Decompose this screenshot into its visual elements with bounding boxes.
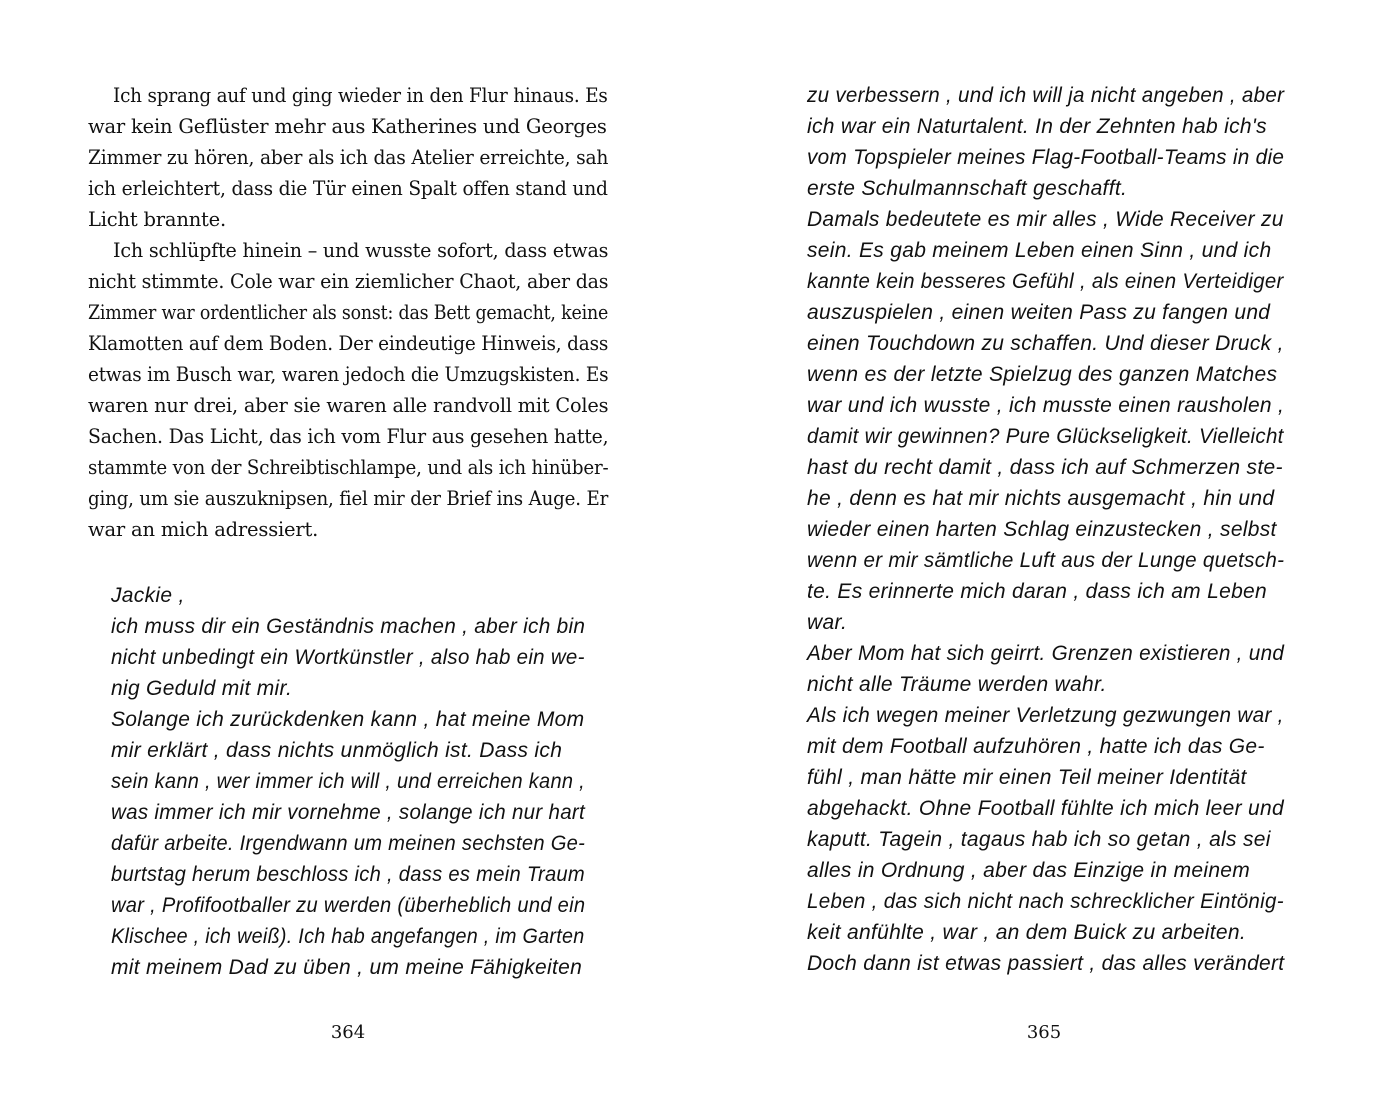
printed-line: Zimmer zu hören, aber als ich das Atelier erreichte, sah xyxy=(88,146,609,169)
printed-line: ich erleichtert, dass die Tür einen Spalt offen stand und xyxy=(88,177,608,200)
printed-line: Sachen. Das Licht, das ich vom Flur aus gesehen hatte, xyxy=(88,425,609,448)
handwritten-line: he , denn es hat mir nichts ausgemacht , hin und xyxy=(807,487,1275,510)
handwritten-line: sein kann , wer immer ich will , und erreichen kann , xyxy=(111,770,585,793)
printed-line: Zimmer war ordentlicher als sonst: das Bett gemacht, keine xyxy=(88,301,609,324)
handwritten-line: hast du recht damit , dass ich auf Schmerzen ste- xyxy=(807,456,1283,479)
handwritten-line: wenn es der letzte Spielzug des ganzen Matches xyxy=(807,363,1278,386)
letter-salutation: Jackie , xyxy=(111,584,185,607)
handwritten-line: fühl , man hätte mir einen Teil meiner Identität xyxy=(807,766,1247,789)
handwritten-line: vom Topspieler meines Flag-Football-Teams in die xyxy=(807,146,1285,169)
handwritten-line: war und ich wusste , ich musste einen rausholen , xyxy=(807,394,1285,417)
printed-line: Ich sprang auf und ging wieder in den Flur hinaus. Es xyxy=(113,84,608,107)
handwritten-line: was immer ich mir vornehme , solange ich nur hart xyxy=(111,801,586,824)
handwritten-line: damit wir gewinnen? Pure Glückseligkeit. Vielleicht xyxy=(807,425,1284,448)
handwritten-line: alles in Ordnung , aber das Einzige in meinem xyxy=(807,859,1251,882)
handwritten-line: ich war ein Naturtalent. In der Zehnten hab ich's xyxy=(807,115,1267,138)
handwritten-line: Solange ich zurückdenken kann , hat meine Mom xyxy=(111,708,585,731)
printed-line: war an mich adressiert. xyxy=(88,518,319,541)
handwritten-line: Leben , das sich nicht nach schrecklicher Eintönig- xyxy=(807,890,1284,913)
printed-line: war kein Geflüster mehr aus Katherines und Georges xyxy=(88,115,607,138)
printed-line: nicht stimmte. Cole war ein ziemlicher Chaot, aber das xyxy=(88,270,609,293)
handwritten-line: burtstag herum beschloss ich , dass es mein Traum xyxy=(111,863,586,886)
printed-line: etwas im Busch war, waren jedoch die Umzugskisten. Es xyxy=(88,363,609,386)
handwritten-line: abgehackt. Ohne Football fühlte ich mich leer und xyxy=(807,797,1284,820)
handwritten-line: einen Touchdown zu schaffen. Und dieser Druck , xyxy=(807,332,1284,355)
handwritten-line: mir erklärt , dass nichts unmöglich ist. Dass ich xyxy=(111,739,563,762)
handwritten-line: ich muss dir ein Geständnis machen , aber ich bin xyxy=(111,615,586,638)
printed-line: Klamotten auf dem Boden. Der eindeutige Hinweis, dass xyxy=(88,332,609,355)
page-number: 365 xyxy=(1026,1022,1062,1043)
handwritten-line: Damals bedeutete es mir alles , Wide Receiver zu xyxy=(807,208,1284,231)
handwritten-line: wieder einen harten Schlag einzustecken , selbst xyxy=(807,518,1277,541)
handwritten-line: nicht alle Träume werden wahr. xyxy=(807,673,1107,696)
handwritten-line: auszuspielen , einen weiten Pass zu fangen und xyxy=(807,301,1271,324)
handwritten-line: war , Profifootballer zu werden (überheblich und ein xyxy=(111,894,586,917)
printed-line: ging, um sie auszuknipsen, fiel mir der Brief ins Auge. Er xyxy=(88,487,609,510)
handwritten-line: Klischee , ich weiß). Ich hab angefangen , im Garten xyxy=(111,925,585,948)
printed-line: waren nur drei, aber sie waren alle randvoll mit Coles xyxy=(88,394,609,417)
handwritten-line: mit dem Football aufzuhören , hatte ich das Ge- xyxy=(807,735,1265,758)
handwritten-line: kaputt. Tagein , tagaus hab ich so getan , als sei xyxy=(807,828,1271,851)
printed-line: Licht brannte. xyxy=(88,208,227,231)
handwritten-line: Aber Mom hat sich geirrt. Grenzen existieren , und xyxy=(807,642,1285,665)
handwritten-line: nicht unbedingt ein Wortkünstler , also hab ein we- xyxy=(111,646,585,669)
page-number: 364 xyxy=(330,1022,366,1043)
printed-line: Ich schlüpfte hinein – und wusste sofort, dass etwas xyxy=(113,239,609,262)
printed-line: stammte von der Schreibtischlampe, und als ich hinüber- xyxy=(88,456,609,479)
handwritten-line: wenn er mir sämtliche Luft aus der Lunge quetsch- xyxy=(807,549,1285,572)
handwritten-line: nig Geduld mit mir. xyxy=(111,677,293,700)
handwritten-line: zu verbessern , und ich will ja nicht angeben , aber xyxy=(807,84,1285,107)
handwritten-line: dafür arbeite. Irgendwann um meinen sechsten Ge- xyxy=(111,832,586,855)
handwritten-line: kannte kein besseres Gefühl , als einen Verteidiger xyxy=(807,270,1284,293)
handwritten-line: te. Es erinnerte mich daran , dass ich am Leben xyxy=(807,580,1268,603)
handwritten-line: keit anfühlte , war , an dem Buick zu arbeiten. xyxy=(807,921,1246,944)
handwritten-line: mit meinem Dad zu üben , um meine Fähigkeiten xyxy=(111,956,583,979)
handwritten-line: erste Schulmannschaft geschafft. xyxy=(807,177,1128,200)
handwritten-line: Als ich wegen meiner Verletzung gezwungen war , xyxy=(807,704,1284,727)
handwritten-line: sein. Es gab meinem Leben einen Sinn , und ich xyxy=(807,239,1272,262)
handwritten-line: Doch dann ist etwas passiert , das alles verändert xyxy=(807,952,1285,975)
handwritten-line: war. xyxy=(807,611,848,634)
right-page xyxy=(697,0,1394,1104)
